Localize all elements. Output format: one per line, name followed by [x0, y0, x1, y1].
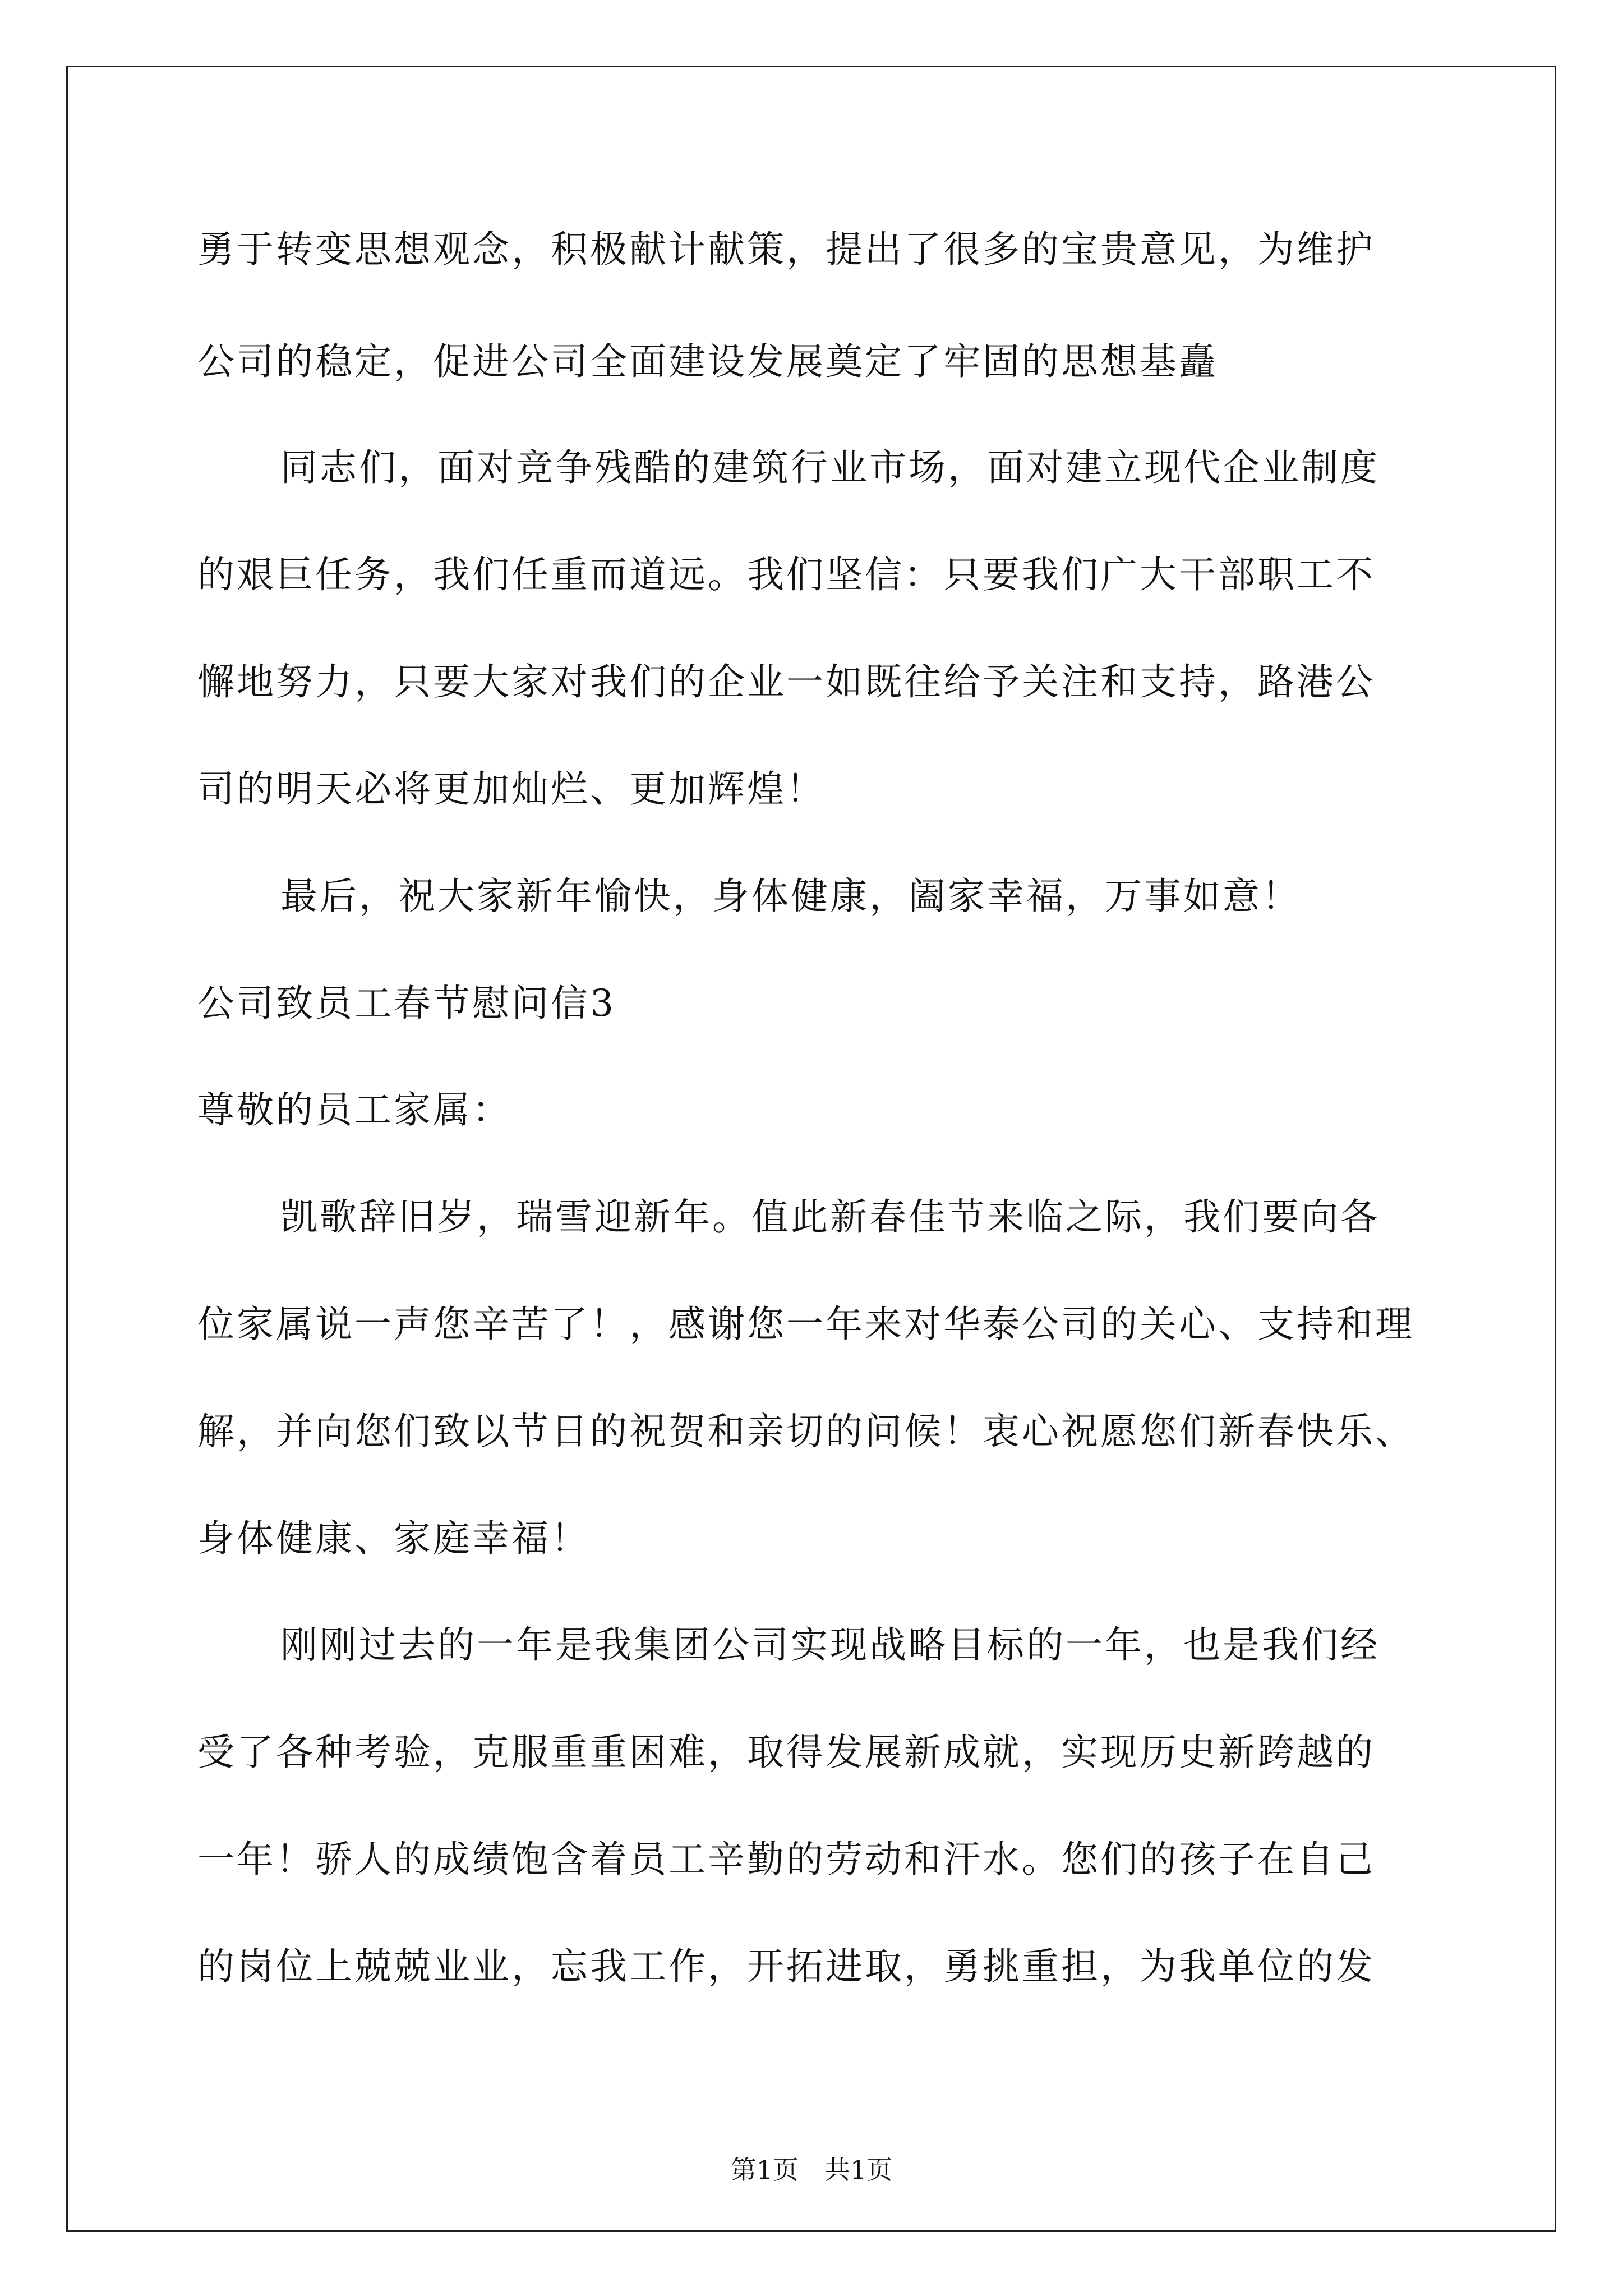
- body-text-line: 懈地努力，只要大家对我们的企业一如既往给予关注和支持，路港公: [197, 660, 1375, 703]
- page-border: [66, 66, 1556, 2232]
- body-text-line: 司的明天必将更加灿烂、更加辉煌！: [197, 767, 826, 811]
- section-heading: 公司致员工春节慰问信3: [197, 982, 616, 1025]
- body-text-line: 凯歌辞旧岁，瑞雪迎新年。值此新春佳节来临之际，我们要向各: [280, 1195, 1380, 1239]
- body-text-line: 的岗位上兢兢业业，忘我工作，开拓进取，勇挑重担，为我单位的发: [197, 1945, 1375, 1988]
- body-text-line: 最后，祝大家新年愉快，身体健康，阖家幸福，万事如意！: [280, 875, 1301, 918]
- page-number-footer: 第1页 共1页: [730, 2155, 893, 2185]
- body-text-line: 身体健康、家庭幸福！: [197, 1517, 590, 1560]
- salutation: 尊敬的员工家属：: [197, 1088, 511, 1131]
- body-text-line: 受了各种考验，克服重重困难，取得发展新成就，实现历史新跨越的: [197, 1731, 1375, 1774]
- body-text-line: 刚刚过去的一年是我集团公司实现战略目标的一年，也是我们经: [280, 1623, 1380, 1667]
- body-text-line: 一年！骄人的成绩饱含着员工辛勤的劳动和汗水。您们的孩子在自己: [197, 1838, 1375, 1881]
- body-text-line: 的艰巨任务，我们任重而道远。我们坚信：只要我们广大干部职工不: [197, 553, 1375, 596]
- body-text-line: 勇于转变思想观念，积极献计献策，提出了很多的宝贵意见，为维护: [197, 228, 1375, 271]
- body-text-line: 位家属说一声您辛苦了！，感谢您一年来对华泰公司的关心、支持和理: [197, 1303, 1414, 1346]
- body-text-line: 解，并向您们致以节日的祝贺和亲切的问候！衷心祝愿您们新春快乐、: [197, 1410, 1414, 1453]
- body-text-line: 公司的稳定，促进公司全面建设发展奠定了牢固的思想基矗: [197, 340, 1218, 383]
- body-text-line: 同志们，面对竞争残酷的建筑行业市场，面对建立现代企业制度: [280, 446, 1380, 489]
